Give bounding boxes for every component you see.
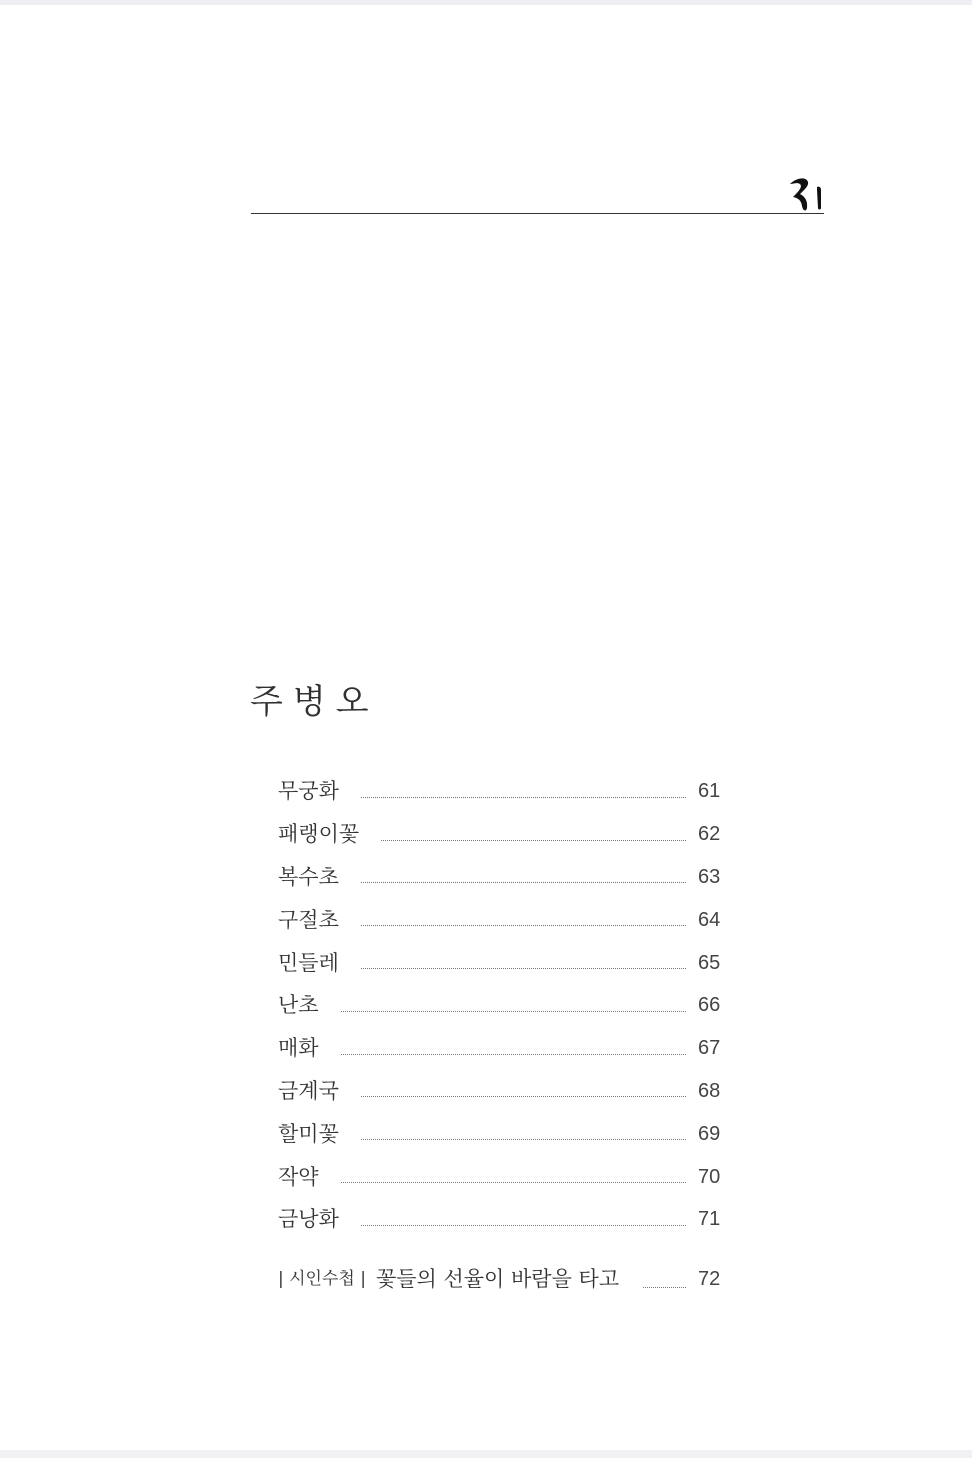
header-rule <box>251 213 824 214</box>
toc-entry-title: 구절초 <box>278 907 339 932</box>
page-bottom-edge <box>0 1450 972 1458</box>
toc-entry[interactable] <box>278 1112 720 1155</box>
toc-entry-page: 66 <box>698 994 721 1017</box>
toc-entry[interactable] <box>278 898 720 941</box>
essay-section-label: | 시인수첩 | <box>278 1269 366 1289</box>
author-name: 주병오 <box>250 682 379 722</box>
toc-entry-page: 69 <box>698 1122 721 1145</box>
toc-entry[interactable] <box>278 1027 720 1070</box>
toc-essay-entry[interactable] <box>278 1258 720 1300</box>
toc-leader-dots <box>361 797 686 798</box>
toc-entry-title: 작약 <box>278 1164 319 1189</box>
essay-page: 72 <box>698 1268 721 1290</box>
toc-entry-title: 할미꽃 <box>278 1121 339 1146</box>
toc-entry-page: 70 <box>698 1165 721 1188</box>
toc-entry-page: 71 <box>698 1208 721 1231</box>
toc-leader-dots <box>361 1225 686 1226</box>
toc-leader-dots <box>361 925 686 926</box>
toc-entry-page: 68 <box>698 1079 721 1102</box>
toc-leader-dots <box>341 1011 686 1012</box>
toc-leader-dots <box>361 968 686 969</box>
toc-entry-title: 난초 <box>278 993 319 1018</box>
toc-entry-page: 62 <box>698 823 721 846</box>
page-top-edge <box>0 0 972 5</box>
toc-entry-title: 패랭이꽃 <box>278 822 360 847</box>
essay-title: 꽃들의 선율이 바람을 타고 <box>375 1267 620 1291</box>
toc-entry[interactable] <box>278 1198 720 1241</box>
toc-entry-title: 금계국 <box>278 1078 339 1103</box>
toc-entry-page: 64 <box>698 908 721 931</box>
table-of-contents <box>278 770 720 1241</box>
toc-entry[interactable] <box>278 1155 720 1198</box>
toc-leader-dots <box>643 1287 686 1288</box>
toc-entry[interactable] <box>278 770 720 813</box>
calligraphy-glyph-icon <box>786 170 828 214</box>
toc-entry-page: 63 <box>698 865 721 888</box>
toc-entry-page: 67 <box>698 1037 721 1060</box>
toc-entry[interactable] <box>278 941 720 984</box>
toc-leader-dots <box>361 882 686 883</box>
toc-entry-page: 65 <box>698 951 721 974</box>
toc-entry-title: 민들레 <box>278 950 339 975</box>
toc-entry[interactable] <box>278 813 720 856</box>
toc-entry[interactable] <box>278 984 720 1027</box>
toc-leader-dots <box>341 1054 686 1055</box>
toc-entry[interactable] <box>278 856 720 899</box>
toc-leader-dots <box>361 1096 686 1097</box>
toc-entry-title: 복수초 <box>278 864 339 889</box>
toc-entry-title: 금낭화 <box>278 1207 339 1232</box>
toc-entry-page: 61 <box>698 780 721 803</box>
chapter-mark-calligraphy <box>786 170 828 214</box>
toc-entry[interactable] <box>278 1070 720 1113</box>
toc-leader-dots <box>361 1139 686 1140</box>
toc-entry-title: 매화 <box>278 1036 319 1061</box>
toc-leader-dots <box>341 1182 686 1183</box>
toc-leader-dots <box>381 840 686 841</box>
toc-entry-title: 무궁화 <box>278 779 339 804</box>
